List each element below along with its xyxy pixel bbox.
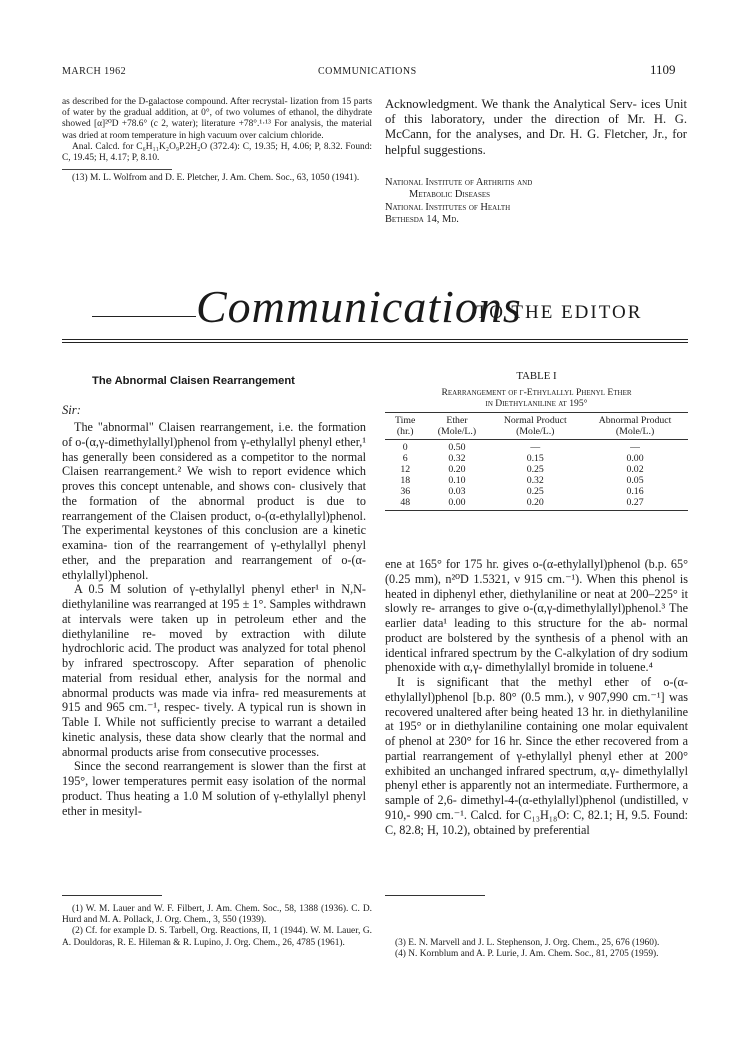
- table-cell: 0.00: [626, 453, 644, 464]
- table-cell: 0.25: [526, 464, 544, 475]
- table-cell: —: [630, 442, 640, 453]
- table-row: [385, 453, 688, 464]
- footnote-13: (13) M. L. Wolfrom and D. E. Pletcher, J. Am. Chem. Soc., 63, 1050 (1941).: [72, 173, 360, 184]
- table-header: Ether (Mole/L.): [437, 415, 477, 437]
- table-cell: 0.20: [448, 464, 466, 475]
- table-cell: 0.32: [526, 475, 544, 486]
- right-body: [385, 557, 688, 837]
- table-title-line: Rearrangement of γ-Ethylallyl Phenyl Ether: [441, 387, 632, 398]
- table-cell: 0.27: [626, 497, 644, 508]
- running-header-left: MARCH 1962: [62, 66, 127, 77]
- page-number: 1109: [650, 62, 676, 77]
- table-row: [385, 475, 688, 486]
- table-cell: 12: [400, 464, 411, 475]
- table-cell: 0.16: [626, 486, 644, 497]
- acknowledgment-text: Acknowledgment. We thank the Analytical Serv- ices Unit of this laboratory, under the direction of Mr. H. G. McCann, for the analyses, and Dr. H. G. Fletcher, Jr., for helpful suggestions.: [385, 97, 687, 157]
- affiliation-line: Metabolic Diseases: [409, 189, 491, 201]
- data-table: [385, 415, 688, 508]
- table-row: [385, 497, 688, 508]
- table-cell: 0.50: [448, 442, 466, 453]
- banner-rule-left: [92, 316, 196, 317]
- table-cell: 0.02: [626, 464, 644, 475]
- paragraph: A 0.5 M solution of γ-ethylallyl phenyl ether¹ in N,N-diethylaniline was rearranged at 195 ± 1°. Samples withdrawn at intervals were taken up in petroleum ether and the diethylaniline re- moved by extraction with dilute hydrochloric acid. The product was analyzed for total phenol by infrared spectroscopy. After separation of phenolic material from residual ether, analysis for the normal and abnormal products was made via infra- red measurements at 915 and 965 cm.⁻¹, respec- tively. A typical run is shown in Table I. While not sufficiently precise to warrant a detailed kinetic analysis, these data show clearly that the normal and abnormal products arise from consecutive processes.: [62, 582, 366, 759]
- table-cell: 0.10: [448, 475, 466, 486]
- table-header: Abnormal Product (Mole/L.): [598, 415, 672, 437]
- table-row: [385, 464, 688, 475]
- table-row: [385, 442, 688, 453]
- footnote-4: (4) N. Kornblum and A. P. Lurie, J. Am. Chem. Soc., 81, 2705 (1959).: [395, 949, 659, 960]
- table-cell: 0.20: [526, 497, 544, 508]
- paragraph: It is significant that the methyl ether of o-(α- ethylallyl)phenol [b.p. 80° (0.5 mm.), ν 907,990 cm.⁻¹] was recovered unaltered after being heated 13 hr. in diethylaniline at 195° or in diethylaniline containing one molar equivalent of phenol at 230° for 16 hr. Since the ether recovered from a partial rearrangement of γ-ethylallyl phenyl ether at 200° exhibited an unchanged infrared spectrum, α,γ- dimethylallyl phenyl ether is apparently not an intermediate. Furthermore, a sample of 2,6- dimethyl-4-(α-ethylallyl)phenol (undistilled, ν 910,- 990 cm.⁻¹. Calcd. for C₁₃H₁₈O: C, 82.1; H, 9.5. Found: C, 82.8; H, 10.2), obtained by preferential: [385, 675, 688, 837]
- affiliation: [385, 177, 685, 227]
- table-cell: 0.25: [526, 486, 544, 497]
- footnote-divider: [62, 169, 172, 170]
- table-block: [385, 370, 688, 511]
- table-cell: —: [530, 442, 541, 453]
- analysis-paragraph: Anal. Calcd. for C₆H₁₁K₂O₉P.2H₂O (372.4): C, 19.35; H, 4.06; P, 8.32. Found: C, 19.45; H, 4.17; P, 8.10.: [62, 141, 372, 164]
- table-cell: 0.05: [626, 475, 644, 486]
- paragraph: Since the second rearrangement is slower than the first at 195°, lower temperatures permit easy isolation of the normal product. Thus heating a 1.0 M solution of γ-ethylallyl phenyl ether in mesityl-: [62, 759, 366, 818]
- table-row: [385, 486, 688, 497]
- paragraph: The "abnormal" Claisen rearrangement, i.e. the formation of o-(α,γ-dimethylallyl)phenol from γ-ethylallyl phenyl ether,¹ has generally been considered as a competitor to the normal Claisen rearrangement.² We wish to report evidence which proves this concept untenable, and shows con- clusively that the formation of the abnormal product is due to rearrangement of the Claisen product, o-(α-ethylallyl)phenol. The experimental keystones of this conclusion are a kinetic examina- tion of the rearrangement of γ-ethylallyl phenyl ether, and the preparation and rearrangement of o-(α-ethylallyl)phenol.: [62, 420, 366, 582]
- footnote-divider-left: [62, 895, 162, 896]
- left-body: [62, 420, 366, 818]
- table-cell: 6: [402, 453, 408, 464]
- table-rule-header: [385, 439, 688, 440]
- table-cell: 0: [402, 442, 408, 453]
- banner-title: Communications: [196, 281, 522, 332]
- affiliation-line: National Institutes of Health: [385, 201, 511, 213]
- banner-rule-bottom: [62, 339, 688, 340]
- banner-subtitle: TO THE EDITOR: [476, 302, 643, 323]
- article-title: The Abnormal Claisen Rearrangement: [92, 375, 295, 387]
- paragraph: as described for the D-galactose compound. After recrystal- lization from 15 parts of water by the gradual addition, at 0°, of two volumes of ethanol, the dihydrate showed [α]²⁰D +78.6° (c 2, water); literature +78°.¹·¹³ For analysis, the material was dried at room temperature in high vacuum over calcium chloride.: [62, 97, 372, 141]
- salutation: Sir:: [62, 403, 81, 417]
- table-cell: 0.32: [448, 453, 466, 464]
- footnotes-left: [62, 904, 372, 949]
- affiliation-line: National Institute of Arthritis and: [385, 177, 533, 188]
- footnote-1: (1) W. M. Lauer and W. F. Filbert, J. Am. Chem. Soc., 58, 1388 (1936). C. D. Hurd and M. A. Pollack, J. Org. Chem., 3, 550 (1939).: [62, 904, 372, 926]
- footnotes-right: [385, 938, 688, 960]
- table-header: Normal Product (Mole/L.): [503, 415, 567, 437]
- banner-rule-bottom-2: [62, 342, 688, 343]
- running-header-center: COMMUNICATIONS: [318, 66, 417, 77]
- table-cell: 0.00: [448, 497, 466, 508]
- top-left-column: [62, 97, 372, 184]
- footnote-divider-right: [385, 895, 485, 896]
- table-cell: 36: [400, 486, 411, 497]
- acknowledgment: [385, 97, 687, 158]
- table-title: [385, 387, 688, 409]
- table-cell: 0.03: [448, 486, 466, 497]
- table-rule-bottom: [385, 510, 688, 511]
- table-rule-top: [385, 412, 688, 413]
- footnote-3: (3) E. N. Marvell and J. L. Stephenson, J. Org. Chem., 25, 676 (1960).: [395, 938, 660, 948]
- table-cell: 48: [400, 497, 411, 508]
- table-title-line: in Diethylaniline at 195°: [485, 398, 588, 409]
- table-header: Time (hr.): [395, 415, 416, 437]
- footnote-2: (2) Cf. for example D. S. Tarbell, Org. Reactions, II, 1 (1944). W. M. Lauer, G. A. Douldoras, R. E. Hileman & R. Lupino, J. Org. Chem., 26, 4785 (1961).: [62, 926, 372, 948]
- table-cell: 0.15: [526, 453, 544, 464]
- table-cell: 18: [400, 475, 411, 486]
- affiliation-line: Bethesda 14, Md.: [385, 214, 459, 226]
- table-caption: TABLE I: [516, 370, 557, 382]
- paragraph: ene at 165° for 175 hr. gives o-(α-ethylallyl)phenol (b.p. 65° (0.25 mm), n²⁰D 1.5321, ν 915 cm.⁻¹). When this phenol is heated in diphenyl ether, diethylaniline or neat at 200–225° it slowly re- arranges to give o-(α,γ-dimethylallyl)phenol.³ The earlier data¹ leading to this structure for the ab- normal product are bolstered by the synthesis of a phenol with an identical infrared spectrum by the C-alkylation of dry sodium phenoxide with α,γ- dimethylallyl bromide in toluene.⁴: [385, 557, 688, 675]
